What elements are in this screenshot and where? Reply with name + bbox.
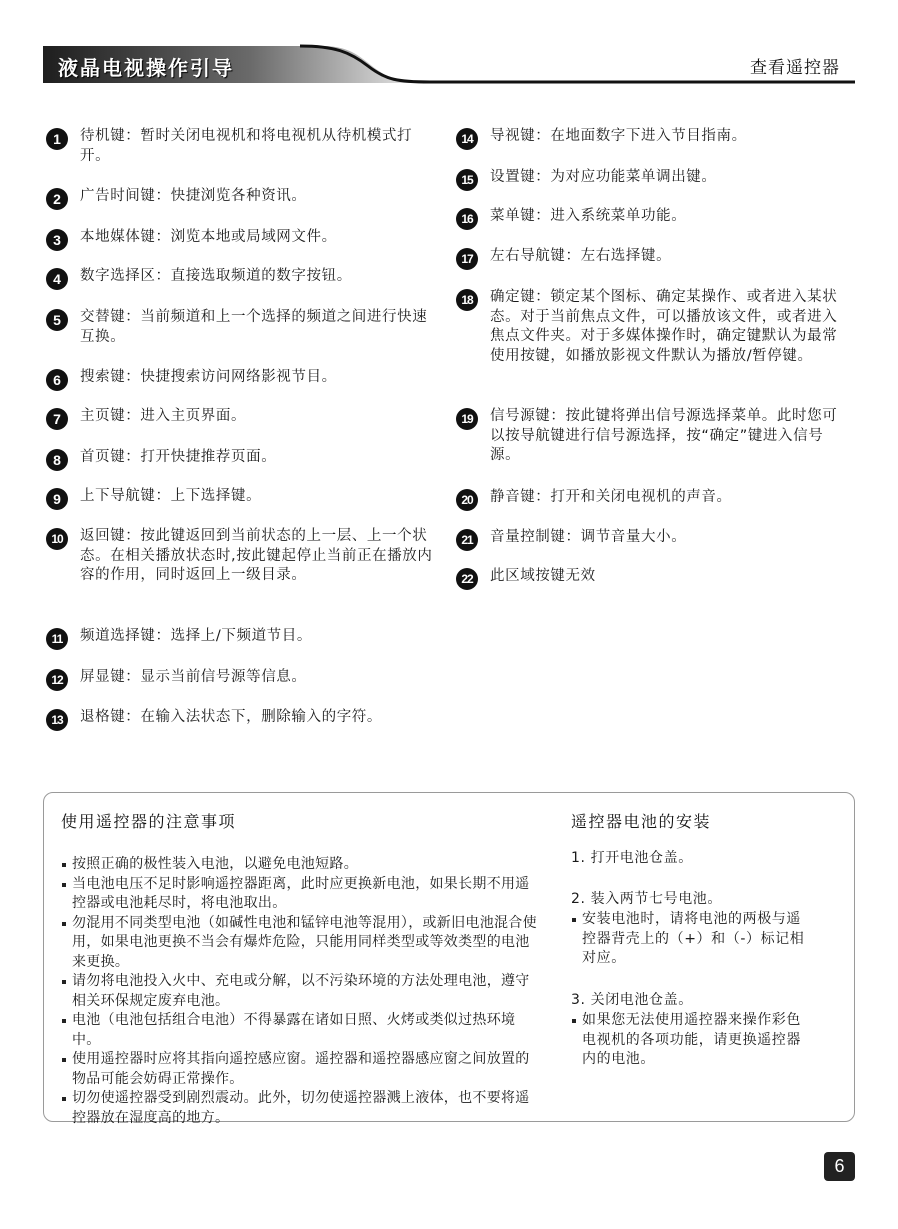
item-text: 首页键：打开快捷推荐页面。 [80,449,277,465]
item-text: 本地媒体键：浏览本地或局域网文件。 [80,229,337,245]
item-text: 搜索键：快捷搜索访问网络影视节目。 [80,369,337,385]
item-text: 交替键：当前频道和上一个选择的频道之间进行快速互换。 [80,309,428,345]
item-text: 导视键：在地面数字下进入节目指南。 [490,128,747,144]
number-badge: 5 [46,309,68,331]
list-item [46,308,436,347]
list-item [46,668,436,691]
number-badge: 9 [46,488,68,510]
item-text: 数字选择区：直接选取频道的数字按钮。 [80,268,352,284]
number-badge: 14 [456,128,478,150]
item-text: 菜单键：进入系统菜单功能。 [490,208,687,224]
list-item [456,567,846,590]
note-item: 切勿使遥控器受到剧烈震动。此外，切勿使遥控器溅上液体，也不要将遥控器放在湿度高的地方。 [61,1089,539,1128]
list-item [46,267,436,290]
number-badge: 8 [46,449,68,471]
number-badge: 22 [456,568,478,590]
item-text: 信号源键：按此键将弹出信号源选择菜单。此时您可以按导航键进行信号源选择，按“确定”键进入信号源。 [490,408,838,463]
item-text: 返回键：按此键返回到当前状态的上一层、上一个状态。在相关播放状态时,按此键起停止当前正在播放内容的作用，同时返回上一级目录。 [80,528,433,583]
battery-step-1: 1. 打开电池仓盖。 [571,850,693,866]
item-text: 广告时间键：快捷浏览各种资讯。 [80,188,307,204]
number-badge: 1 [46,128,68,150]
number-badge: 3 [46,229,68,251]
number-badge: 13 [46,709,68,731]
number-badge: 21 [456,529,478,551]
list-item [46,407,436,430]
item-text: 屏显键：显示当前信号源等信息。 [80,669,307,685]
battery-step-2-note: 安装电池时，请将电池的两极与遥控器背壳上的（+）和（-）标记相对应。 [571,910,812,969]
item-text: 此区域按键无效 [490,568,596,584]
item-text: 上下导航键：上下选择键。 [80,488,262,504]
item-text: 确定键：锁定某个图标、确定某操作、或者进入某状态。对于当前焦点文件，可以播放该文件，或者进入焦点文件夹。对于多媒体操作时，确定键默认为最常使用按键，如播放影视文件默认为播放/暂停键。 [490,289,838,364]
section-title: 查看遥控器 [750,58,840,78]
list-item [46,127,436,166]
notes-panel [43,792,855,1126]
list-item [46,527,438,586]
list-item [46,228,436,251]
item-text: 设置键：为对应功能菜单调出键。 [490,169,717,185]
number-badge: 17 [456,248,478,270]
number-badge: 4 [46,268,68,290]
page-title: 液晶电视操作引导 [58,56,234,80]
note-item: 请勿将电池投入火中、充电或分解，以不污染环境的方法处理电池，遵守相关环保规定废弃电池。 [61,972,539,1011]
list-item [456,168,846,191]
list-item [46,368,436,391]
note-item: 电池（电池包括组合电池）不得暴露在诸如日照、火烤或类似过热环境中。 [61,1011,539,1050]
battery-step-3-note: 如果您无法使用遥控器来操作彩色电视机的各项功能，请更换遥控器内的电池。 [571,1011,812,1070]
notes-list [61,855,539,1128]
number-badge: 20 [456,489,478,511]
item-text: 频道选择键：选择上/下频道节目。 [80,628,312,644]
item-text: 主页键：进入主页界面。 [80,408,247,424]
number-badge: 16 [456,208,478,230]
list-item [456,247,846,270]
list-item [456,288,848,366]
number-badge: 12 [46,669,68,691]
number-badge: 2 [46,188,68,210]
note-item: 当电池电压不足时影响遥控器距离，此时应更换新电池，如果长期不用遥控器或电池耗尽时，将电池取出。 [61,875,539,914]
item-text: 退格键：在输入法状态下，删除输入的字符。 [80,709,382,725]
battery-heading: 遥控器电池的安装 [571,812,712,831]
notes-heading: 使用遥控器的注意事项 [61,812,237,831]
note-item: 按照正确的极性装入电池，以避免电池短路。 [61,855,539,875]
list-item [46,187,436,210]
list-item [456,528,846,551]
number-badge: 10 [46,528,68,550]
item-text: 待机键：暂时关闭电视机和将电视机从待机模式打开。 [80,128,413,164]
number-badge: 15 [456,169,478,191]
list-item [46,627,436,650]
number-badge: 6 [46,369,68,391]
item-text: 静音键：打开和关闭电视机的声音。 [490,489,732,505]
header-banner [0,0,898,100]
note-item: 使用遥控器时应将其指向遥控感应窗。遥控器和遥控器感应窗之间放置的物品可能会妨碍正常操作。 [61,1050,539,1089]
battery-step-2: 2. 装入两节七号电池。 [571,891,723,907]
list-item [46,487,436,510]
list-item [456,407,848,466]
note-item: 勿混用不同类型电池（如碱性电池和锰锌电池等混用），或新旧电池混合使用，如果电池更换不当会有爆炸危险，只能用同样类型或等效类型的电池来更换。 [61,914,539,973]
list-item [456,127,846,150]
item-text: 左右导航键：左右选择键。 [490,248,672,264]
list-item [456,488,846,511]
item-text: 音量控制键：调节音量大小。 [490,529,687,545]
list-item [46,448,436,471]
battery-step-3: 3. 关闭电池仓盖。 [571,992,693,1008]
number-badge: 11 [46,628,68,650]
number-badge: 18 [456,289,478,311]
page-number: 6 [824,1152,855,1181]
number-badge: 19 [456,408,478,430]
page-header [0,0,898,100]
number-badge: 7 [46,408,68,430]
list-item [456,207,846,230]
list-item [46,708,436,731]
